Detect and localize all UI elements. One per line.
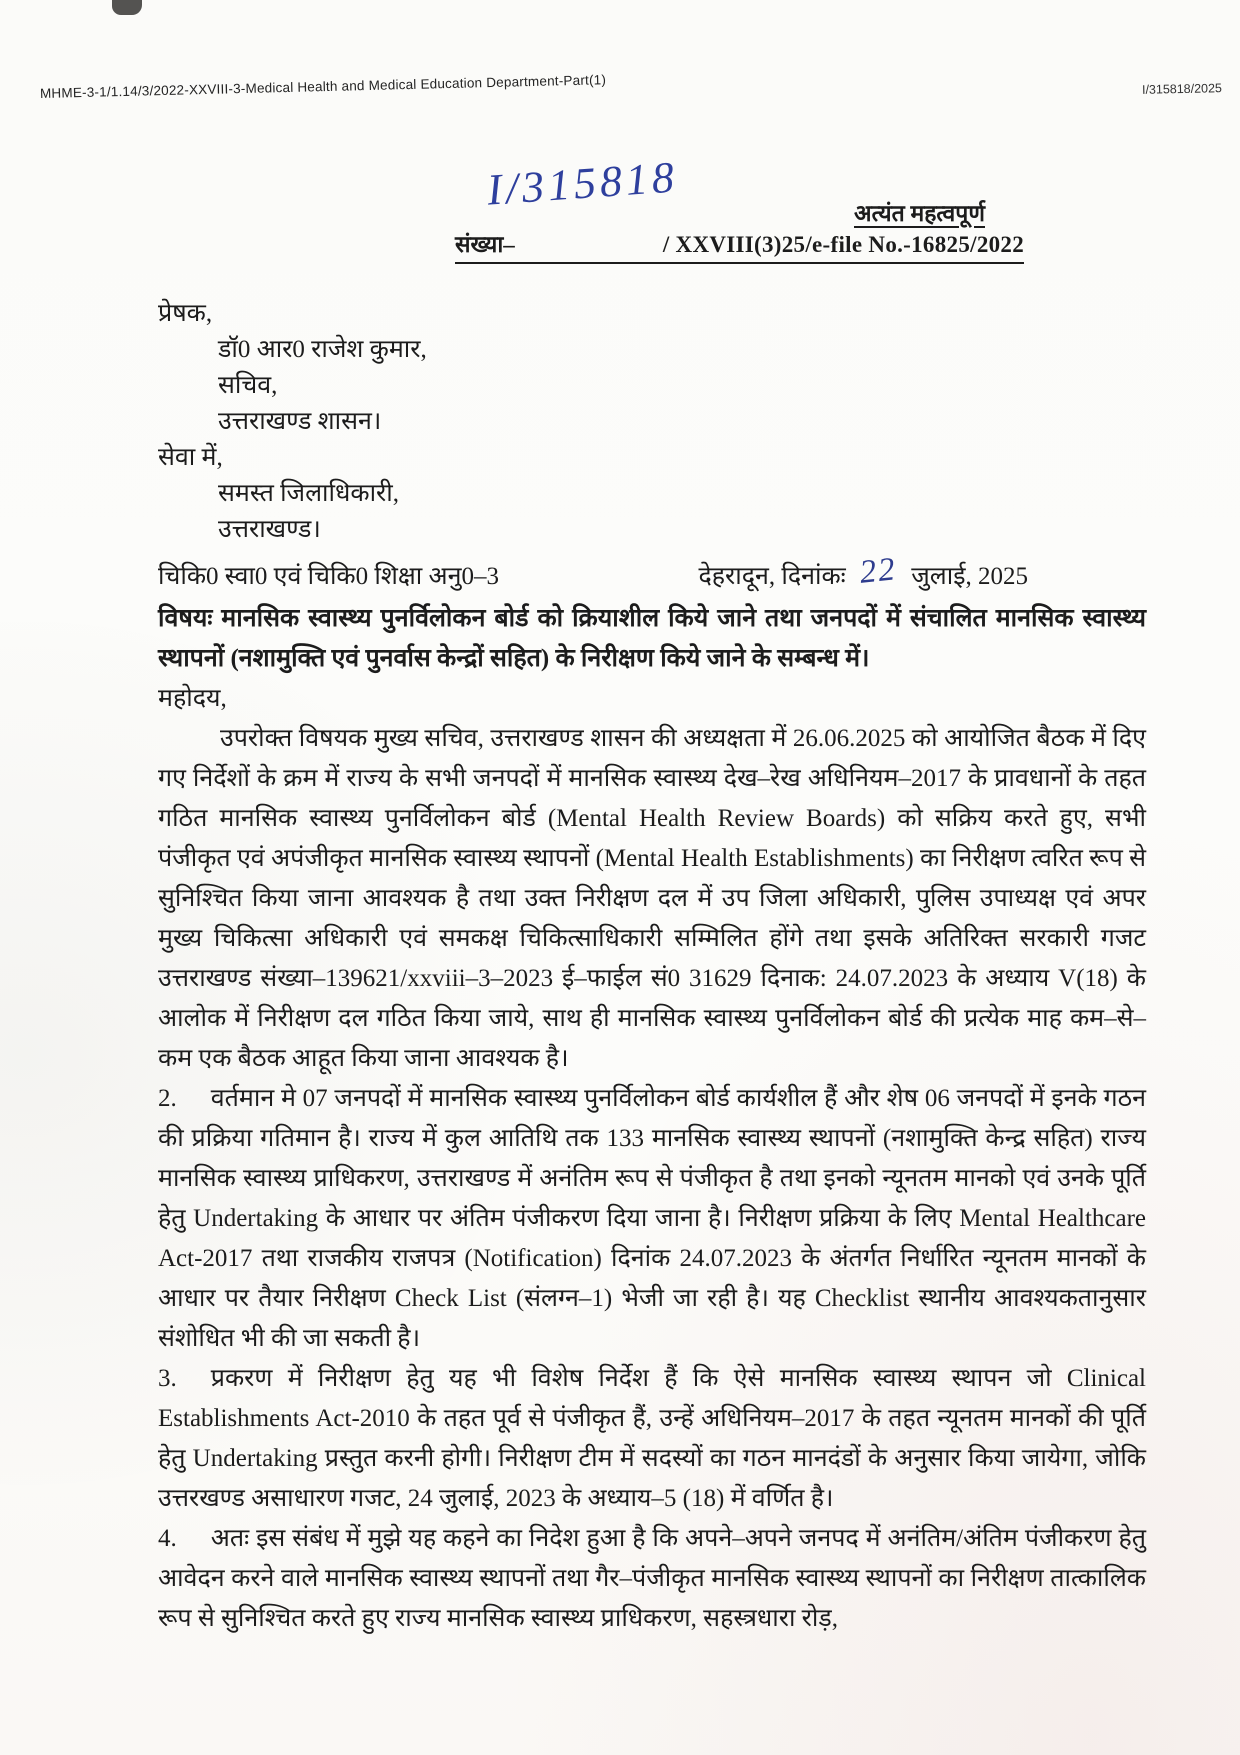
place-and-date bbox=[698, 551, 1028, 597]
letter-body bbox=[158, 296, 1146, 1639]
sender-organization: उत्तराखण्ड शासन। bbox=[218, 408, 382, 435]
paragraph-2-number: 2. bbox=[158, 1085, 177, 1112]
letter-number-line bbox=[455, 227, 1024, 264]
paragraph-3-text: प्रकरण में निरीक्षण हेतु यह भी विशेष निर्देश हैं कि ऐसे मानसिक स्वास्थ्य स्थापन जो Clinical Establishments Act-2010 के तहत पूर्व से पंजीकृत हैं, उन्हें अधिनियम–2017 के तहत न्यूनतम मानकों की पूर्ति हेतु Undertaking प्रस्तुत करनी होगी। निरीक्षण टीम में सदस्यों का गठन मानदंडों के अनुसार किया जायेगा, जोकि उत्तरखण्ड असाधारण गजट, 24 जुलाई, 2023 के अध्याय–5 (18) में वर्णित है। bbox=[158, 1365, 1146, 1512]
handwritten-day: 22 bbox=[857, 551, 899, 591]
letter-number-underline bbox=[455, 227, 1024, 264]
paragraph-3-number: 3. bbox=[158, 1365, 177, 1392]
scan-artifact-mark bbox=[112, 0, 142, 15]
paragraph-2-text: वर्तमान मे 07 जनपदों में मानसिक स्वास्थ्य पुनर्विलोकन बोर्ड कार्यशील हैं और शेष 06 जनपदों में इनके गठन की प्रक्रिया गतिमान है। राज्य में कुल आतिथि तक 133 मानसिक स्वास्थ्य स्थापनों (नशामुक्ति केन्द्र सहित) राज्य मानसिक स्वास्थ्य प्राधिकरण, उत्तराखण्ड में अनंतिम रूप से पंजीकृत है तथा इनको न्यूनतम मानको एवं उनके पूर्ति हेतु Undertaking के आधार पर अंतिम पंजीकरण दिया जाना है। निरीक्षण प्रक्रिया के लिए Mental Healthcare Act-2017 तथा राजकीय राजपत्र (Notification) दिनांक 24.07.2023 के अंतर्गत निर्धारित न्यूनतम मानकों के आधार पर तैयार निरीक्षण Check List (संलग्न–1) भेजी जा रही है। यह Checklist स्थानीय आवश्यकतानुसार संशोधित भी की जा सकती है। bbox=[158, 1085, 1146, 1352]
letter-number-value: / XXVIII(3)25/e-file No.-16825/2022 bbox=[662, 232, 1025, 257]
paragraph-4 bbox=[158, 1519, 1146, 1639]
handwritten-diary-number: I/315818 bbox=[485, 152, 680, 215]
recipient-organization: उत्तराखण्ड। bbox=[218, 516, 321, 543]
date-month-year: जुलाई, 2025 bbox=[911, 563, 1028, 590]
paragraph-3 bbox=[158, 1359, 1146, 1519]
letter-number-label: संख्या– bbox=[455, 232, 515, 257]
section-date-row bbox=[158, 551, 1146, 597]
recipient-name: समस्त जिलाधिकारी, bbox=[218, 480, 400, 507]
place-date-label: देहरादून, दिनांकः bbox=[698, 563, 846, 590]
sender-designation: सचिव, bbox=[218, 372, 278, 399]
importance-note: अत्यंत महत्वपूर्ण bbox=[854, 201, 985, 226]
paragraph-4-number: 4. bbox=[158, 1525, 177, 1552]
salutation: महोदय, bbox=[158, 685, 227, 712]
recipient-label: सेवा में, bbox=[158, 444, 223, 471]
subject-line: विषयः मानसिक स्वास्थ्य पुनर्विलोकन बोर्ड को क्रियाशील किये जाने तथा जनपदों में संचालित मानसिक स्वास्थ्य स्थापनों (नशामुक्ति एवं पुनर्वास केन्द्रों सहित) के निरीक्षण किये जाने के सम्बन्ध में। bbox=[158, 605, 1146, 672]
paragraph-2 bbox=[158, 1079, 1146, 1359]
paragraph-1 bbox=[158, 719, 1146, 1079]
sender-name: डॉ0 आर0 राजेश कुमार, bbox=[218, 336, 427, 363]
paragraph-4-text: अतः इस संबंध में मुझे यह कहने का निदेश हुआ है कि अपने–अपने जनपद में अनंतिम/अंतिम पंजीकरण हेतु आवेदन करने वाले मानसिक स्वास्थ्य स्थापनों तथा गैर–पंजीकृत मानसिक स्वास्थ्य स्थापनों का निरीक्षण तात्कालिक रूप से सुनिश्चित करते हुए राज्य मानसिक स्वास्थ्य प्राधिकरण, सहस्त्रधारा रोड़, bbox=[158, 1525, 1146, 1632]
department-section-name: चिकि0 स्वा0 एवं चिकि0 शिक्षा अनु0–3 bbox=[158, 563, 499, 590]
sender-label: प्रेषक, bbox=[158, 300, 213, 327]
efile-reference-header: MHME-3-1/1.14/3/2022-XXVIII-3-Medical Health and Medical Education Department-Part(1) bbox=[39, 72, 607, 101]
efile-number-header: I/315818/2025 bbox=[1141, 81, 1223, 97]
paragraph-1-text: उपरोक्त विषयक मुख्य सचिव, उत्तराखण्ड शासन की अध्यक्षता में 26.06.2025 को आयोजित बैठक में दिए गए निर्देशों के क्रम में राज्य के सभी जनपदों में मानसिक स्वास्थ्य देख–रेख अधिनियम–2017 के प्रावधानों के तहत गठित मानसिक स्वास्थ्य पुनर्विलोकन बोर्ड (Mental Health Review Boards) को सक्रिय करते हुए, सभी पंजीकृत एवं अपंजीकृत मानसिक स्वास्थ्य स्थापनों (Mental Health Establishments) का निरीक्षण त्वरित रूप से सुनिश्चित किया जाना आवश्यक है तथा उक्त निरीक्षण दल में उप जिला अधिकारी, पुलिस उपाध्यक्ष एवं अपर मुख्य चिकित्सा अधिकारी एवं समकक्ष चिकित्साधिकारी सम्मिलित होंगे तथा इसके अतिरिक्त सरकारी गजट उत्तराखण्ड संख्या–139621/xxviii–3–2023 ई–फाईल सं0 31629 दिनाक: 24.07.2023 के अध्याय V(18) के आलोक में निरीक्षण दल गठित किया जाये, साथ ही मानसिक स्वास्थ्य पुनर्विलोकन बोर्ड की प्रत्येक माह कम–से–कम एक बैठक आहूत किया जाना आवश्यक है। bbox=[158, 725, 1146, 1072]
